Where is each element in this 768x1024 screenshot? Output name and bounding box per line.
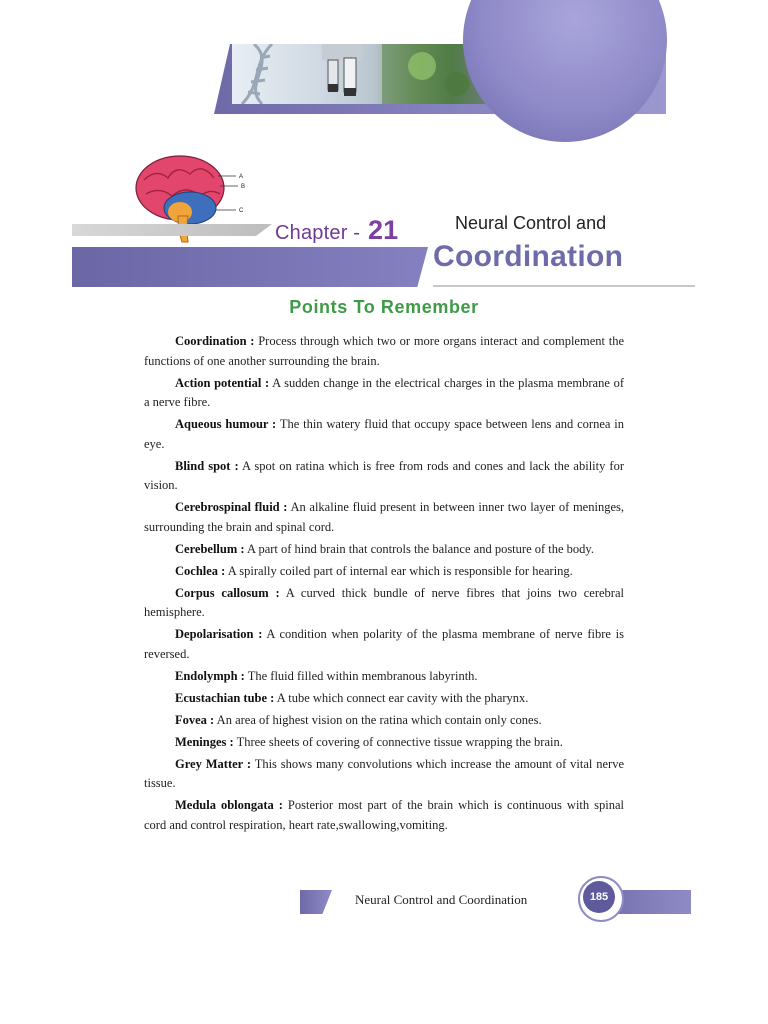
definition-item: [144, 374, 624, 413]
definitions-list: [144, 332, 624, 838]
definition-item: [144, 415, 624, 454]
definition-text: Process through which two or more organs interact and complement the functions of one another surrounding the brain.: [144, 334, 624, 368]
definition-item: [144, 584, 624, 623]
definition-text: A tube which connect ear cavity with the pharynx.: [274, 690, 529, 705]
definition-text: Posterior most part of the brain which is continuous with spinal cord and control respiration, heart rate,swallowing,vomiting.: [144, 798, 624, 832]
definition-item: [144, 562, 624, 582]
microscope-icon: [322, 44, 362, 96]
definition-text: An area of highest vision on the ratina which contain only cones.: [214, 712, 542, 727]
definition-term: Aqueous humour :: [175, 417, 277, 431]
definition-term: Meninges :: [175, 734, 234, 749]
definition-item: [144, 711, 624, 731]
dna-microscope-photos: [232, 44, 490, 104]
chapter-number: 21: [367, 215, 399, 245]
definition-item: [144, 498, 624, 537]
definition-item: [144, 625, 624, 664]
definition-term: Blind spot :: [175, 458, 239, 473]
definition-text: The thin watery fluid that occupy space between lens and cornea in eye.: [144, 417, 624, 451]
definition-item: [144, 457, 624, 496]
definition-item: [144, 796, 624, 835]
dna-helix-icon: [242, 44, 272, 104]
chapter-prefix: Chapter -: [275, 222, 361, 244]
definition-term: Cerebellum :: [175, 541, 245, 556]
brain-label-b: B: [241, 184, 246, 190]
definition-item: [144, 689, 624, 709]
definition-text: Three sheets of covering of connective tissue wrapping the brain.: [233, 734, 563, 749]
definition-text: A part of hind brain that controls the balance and posture of the body.: [244, 541, 594, 556]
definition-text: A spirally coiled part of internal ear which is responsible for hearing.: [225, 563, 573, 578]
definition-term: Corpus callosum :: [175, 585, 280, 600]
definition-term: Cochlea :: [175, 563, 226, 578]
definition-text: This shows many convolutions which increase the amount of vital nerve tissue.: [144, 756, 625, 790]
brain-label-a: A: [239, 174, 244, 180]
footer-left-tab: [300, 890, 332, 914]
brain-label-c: C: [239, 208, 244, 214]
definition-item: [144, 733, 624, 753]
chapter-subtitle: Neural Control and: [455, 213, 607, 233]
definition-item: [144, 667, 624, 687]
definition-item: [144, 332, 624, 371]
decorative-grey-bar: [72, 224, 272, 236]
definition-term: Grey Matter :: [175, 756, 252, 771]
header-photo-strip: [232, 44, 490, 104]
decorative-purple-bar: [72, 247, 428, 287]
definition-term: Endolymph :: [175, 668, 245, 683]
chapter-title: Coordination: [433, 240, 624, 273]
definition-term: Fovea :: [175, 712, 215, 727]
footer-running-title: Neural Control and Coordination: [355, 892, 528, 907]
header-circle-decoration: [463, 0, 667, 142]
definition-text: A condition when polarity of the plasma membrane of nerve fibre is reversed.: [144, 627, 624, 661]
definition-term: Coordination :: [175, 334, 255, 348]
definition-text: A curved thick bundle of nerve fibres that joins two cerebral hemisphere.: [144, 585, 624, 619]
definition-term: Medula oblongata :: [175, 798, 283, 812]
definition-term: Depolarisation :: [175, 627, 263, 641]
definition-item: [144, 540, 624, 560]
definition-text: A spot on ratina which is free from rods and cones and lack the ability for vision.: [144, 458, 624, 492]
page-number: 185: [583, 881, 615, 913]
chapter-label: [275, 215, 398, 246]
definition-term: Cerebrospinal fluid :: [175, 500, 288, 514]
definition-item: [144, 755, 624, 794]
definition-term: Action potential :: [175, 375, 270, 390]
definition-text: An alkaline fluid present in between inner two layer of meninges, surrounding the brain and spinal cord.: [144, 500, 624, 534]
definition-text: A sudden change in the electrical charges in the plasma membrane of a nerve fibre.: [144, 375, 624, 409]
section-heading: Points To Remember: [289, 297, 479, 317]
definition-term: Ecustachian tube :: [175, 690, 275, 705]
definition-text: The fluid filled within membranous labyrinth.: [244, 668, 478, 683]
title-divider: [433, 285, 695, 287]
